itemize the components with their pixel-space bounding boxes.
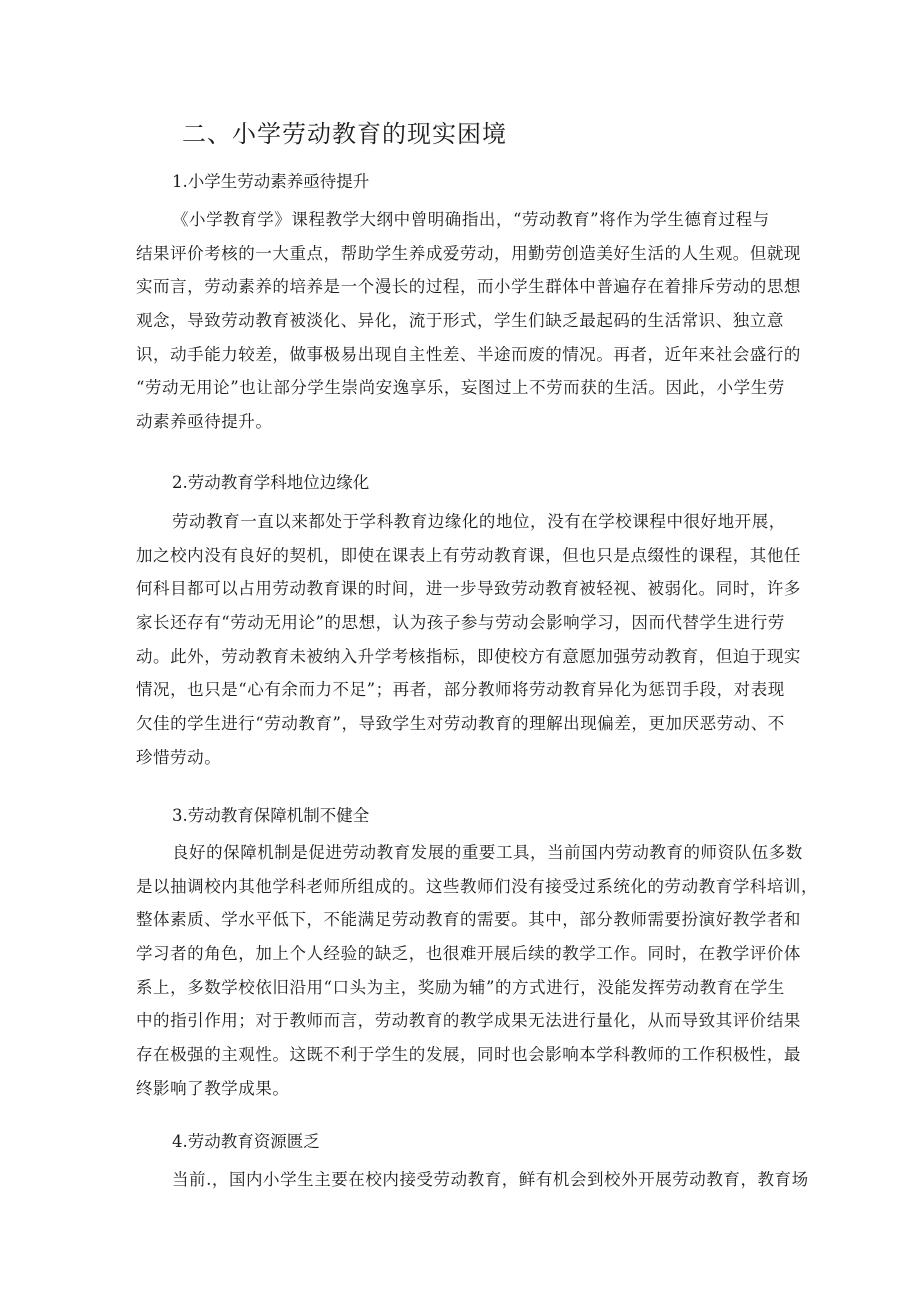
section-title-4: 4.劳动教育资源匮乏 xyxy=(172,1132,320,1151)
paragraph-line: 实而言，劳动素养的培养是一个漫长的过程，而小学生群体中普遍存在着排斥劳动的思想 xyxy=(136,277,801,297)
paragraph-line: 加之校内没有良好的契机，即使在课表上有劳动教育课，但也只是点缀性的课程，其他任 xyxy=(136,545,801,565)
chapter-heading: 二、小学劳动教育的现实困境 xyxy=(182,120,507,148)
section-paragraph-4 xyxy=(136,1163,816,1197)
paragraph-line: 中的指引作用；对于教师而言，劳动教育的教学成果无法进行量化，从而导致其评价结果 xyxy=(136,1011,801,1031)
section-title-1: 1.小学生劳动素养亟待提升 xyxy=(172,172,370,191)
paragraph-line: 欠佳的学生进行“劳动教育”，导致学生对劳动教育的理解出现偏差，更加厌恶劳动、不 xyxy=(136,714,785,734)
paragraph-line: 整体素质、学水平低下，不能满足劳动教育的需要。其中，部分教师需要扮演好教学者和 xyxy=(136,910,801,930)
paragraph-line: 动。此外，劳动教育未被纳入升学考核指标，即使校方有意愿加强劳动教育，但迫于现实 xyxy=(136,646,801,666)
paragraph-line: 存在极强的主观性。这既不利于学生的发展，同时也会影响本学科教师的工作积极性，最 xyxy=(136,1045,801,1065)
paragraph-line: 劳动教育一直以来都处于学科教育边缘化的地位，没有在学校课程中很好地开展， xyxy=(172,512,786,531)
section-paragraph-2 xyxy=(136,505,816,775)
paragraph-line: 情况，也只是“心有余而力不足”；再者，部分教师将劳动教育异化为惩罚手段，对表现 xyxy=(136,680,785,700)
section-paragraph-3 xyxy=(136,836,816,1106)
paragraph-line: 识，动手能力较差，做事极易出现自主性差、半途而废的情况。再者，近年来社会盛行的 xyxy=(136,344,801,364)
paragraph-line: 当前.，国内小学生主要在校内接受劳动教育，鲜有机会到校外开展劳动教育，教育场 xyxy=(172,1170,809,1189)
section-title-2: 2.劳动教育学科地位边缘化 xyxy=(172,473,370,492)
paragraph-line: 结果评价考核的一大重点，帮助学生养成爱劳动，用勤劳创造美好生活的人生观。但就现 xyxy=(136,243,801,263)
paragraph-line: 学习者的角色，加上个人经验的缺乏，也很难开展后续的教学工作。同时，在教学评价体 xyxy=(136,944,801,964)
paragraph-line: “劳动无用论”也让部分学生崇尚安逸享乐，妄图过上不劳而获的生活。因此，小学生劳 xyxy=(136,378,785,398)
section-paragraph-1 xyxy=(136,203,816,439)
section-title-3: 3.劳动教育保障机制不健全 xyxy=(172,806,370,825)
paragraph-line: 良好的保障机制是促进劳动教育发展的重要工具，当前国内劳动教育的师资队伍多数 xyxy=(172,843,803,862)
paragraph-line: 是以抽调校内其他学科老师所组成的。这些教师们没有接受过系统化的劳动教育学科培训， xyxy=(136,876,818,896)
paragraph-line: 《小学教育学》课程教学大纲中曾明确指出，“劳动教育”将作为学生德育过程与 xyxy=(172,210,770,229)
paragraph-line: 珍惜劳动。 xyxy=(136,747,222,767)
paragraph-line: 终影响了教学成果。 xyxy=(136,1078,290,1098)
paragraph-line: 动素养亟待提升。 xyxy=(136,412,273,432)
paragraph-line: 观念，导致劳动教育被淡化、异化，流于形式，学生们缺乏最起码的生活常识、独立意 xyxy=(136,311,784,331)
paragraph-line: 系上，多数学校依旧沿用“口头为主，奖励为辅”的方式进行，没能发挥劳动教育在学生 xyxy=(136,977,785,997)
paragraph-line: 何科目都可以占用劳动教育课的时间，进一步导致劳动教育被轻视、被弱化。同时，许多 xyxy=(136,579,801,599)
paragraph-line: 家长还存有“劳动无用论”的思想，认为孩子参与劳动会影响学习，因而代替学生进行劳 xyxy=(136,613,785,633)
